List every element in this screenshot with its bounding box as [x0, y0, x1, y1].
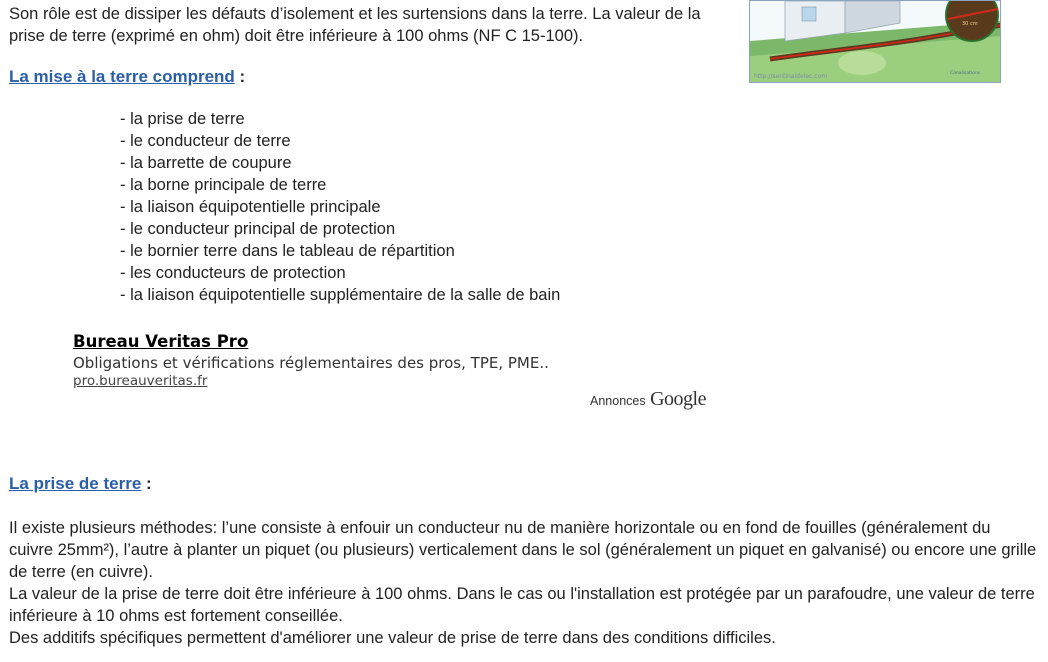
body-paragraph: Il existe plusieurs méthodes: l’une consiste à enfouir un conducteur nu de manière horizontale ou en fond de fouilles (généralement du cuivre 25mm²), l’autre à planter un piquet (ou plusieurs) verticalement dans le sol (généralement un piquet en galvanisé) ou encore une grille de terre (en cuivre).: [9, 519, 1037, 581]
illustration-depth-label: 30 cm: [962, 21, 978, 27]
list-item: - la liaison équipotentielle supplémentaire de la salle de bain: [120, 286, 561, 304]
ad-url-link[interactable]: pro.bureauveritas.fr: [73, 373, 208, 389]
section-link-prise-de-terre[interactable]: La prise de terre: [9, 474, 142, 493]
ad-description: Obligations et vérifications réglementaires des pros, TPE, PME..: [73, 354, 549, 372]
list-item: - le conducteur principal de protection: [120, 220, 396, 238]
section-heading-colon: :: [234, 67, 246, 86]
earthing-illustration: [749, 0, 1001, 83]
earthing-components-list: [120, 108, 560, 306]
google-logo: Google: [650, 388, 706, 410]
list-item: - le conducteur de terre: [120, 132, 291, 150]
body-paragraph: La valeur de la prise de terre doit être inférieure à 100 ohms. Dans le cas ou l'installation est protégée par un parafoudre, une valeur de terre inférieure à 10 ohms est fortement conseillée.: [9, 585, 1035, 625]
section-link-mise-a-la-terre[interactable]: La mise à la terre comprend: [9, 67, 235, 86]
section-heading-colon: :: [141, 474, 152, 493]
list-item: - le bornier terre dans le tableau de répartition: [120, 242, 455, 260]
sponsored-ad: [73, 331, 733, 390]
prise-de-terre-body: [9, 517, 1039, 649]
list-item: - la prise de terre: [120, 110, 245, 128]
section-heading-prise-de-terre: [9, 474, 152, 494]
earthing-illustration-drawing: [750, 1, 1001, 83]
ad-title-link[interactable]: Bureau Veritas Pro: [73, 332, 249, 351]
illustration-credit: http://sentinaidelec.com: [754, 73, 828, 80]
intro-paragraph: Son rôle est de dissiper les défauts d’isolement et les surtensions dans la terre. La valeur de la prise de terre (exprimé en ohm) doit être inférieure à 100 ohms (NF C 15-100).: [9, 5, 701, 45]
list-item: - la borne principale de terre: [120, 176, 327, 194]
list-item: - la liaison équipotentielle principale: [120, 198, 381, 216]
ads-by-google[interactable]: [590, 388, 706, 411]
ads-label: Annonces: [590, 394, 646, 408]
list-item: - la barrette de coupure: [120, 154, 292, 172]
section-heading-mise-a-la-terre: [9, 67, 245, 87]
body-paragraph: Des additifs spécifiques permettent d'améliorer une valeur de prise de terre dans des conditions difficiles.: [9, 629, 776, 647]
illustration-canalisations-label: Canalisations: [950, 71, 981, 76]
list-item: - les conducteurs de protection: [120, 264, 346, 282]
